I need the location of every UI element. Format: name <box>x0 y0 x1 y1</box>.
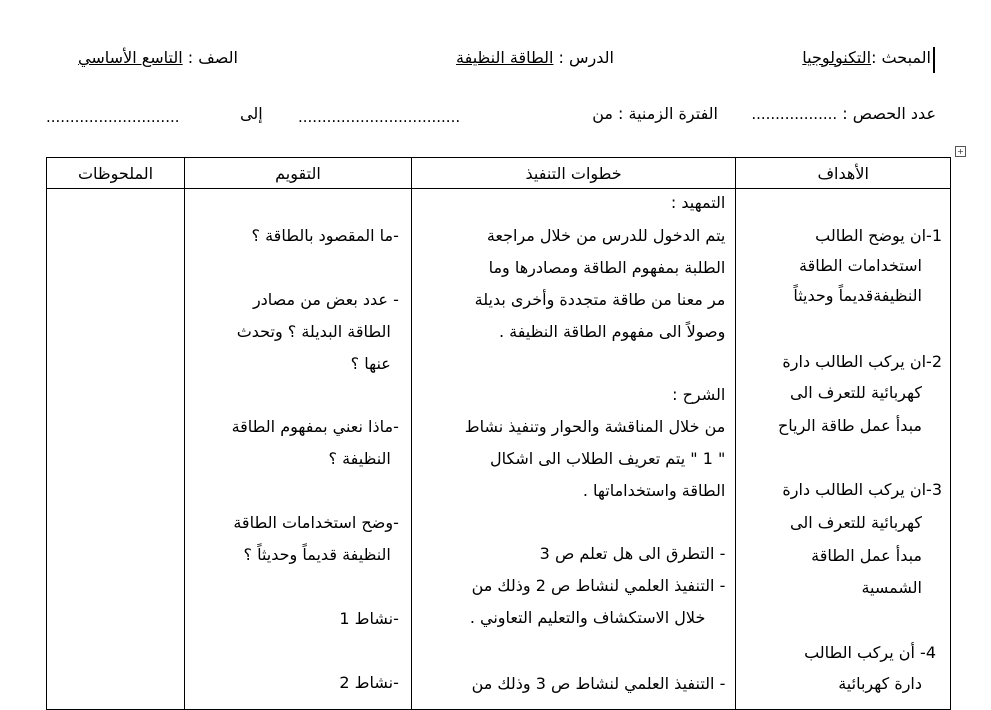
lesson-value: الطاقة النظيفة <box>456 48 554 67</box>
goal-line: 3-ان يركب الطالب دارة <box>782 480 942 499</box>
step-line: " 1 " يتم تعريف الطلاب الى اشكال <box>489 449 726 468</box>
step-line: - التطرق الى هل تعلم ص 3 <box>539 544 726 563</box>
timeframe-field <box>592 104 718 123</box>
step-line: - التنفيذ العلمي لنشاط ص 2 وذلك من <box>471 576 726 595</box>
header-goals: الأهداف <box>736 158 951 189</box>
header-evaluation: التقويم <box>185 158 412 189</box>
goal-line: مبدأ عمل الطاقة <box>811 546 922 565</box>
step-line: يتم الدخول للدرس من خلال مراجعة <box>486 226 726 245</box>
evaluation-line: -وضح استخدامات الطاقة <box>233 513 399 532</box>
to-label: إلى <box>240 104 263 123</box>
evaluation-line: عنها ؟ <box>350 354 391 373</box>
goal-line: الشمسية <box>861 578 922 597</box>
from-dots: .................................. <box>298 108 461 126</box>
subject-label: المبحث : <box>871 48 931 67</box>
header-steps: خطوات التنفيذ <box>411 158 736 189</box>
goals-cell <box>736 189 951 710</box>
header-notes: الملحوظات <box>47 158 185 189</box>
goal-line: دارة كهربائية <box>838 674 922 693</box>
periods-dots: .................. <box>751 105 838 123</box>
steps-cell <box>411 189 736 710</box>
table-body-row <box>47 189 951 710</box>
lesson-field <box>456 48 614 67</box>
evaluation-line: الطاقة البديلة ؟ وتحدث <box>236 322 391 341</box>
goal-line: مبدأ عمل طاقة الرياح <box>777 416 922 435</box>
grade-field <box>78 48 238 67</box>
evaluation-line: النظيفة قديماً وحديثاً ؟ <box>243 545 391 564</box>
lesson-label: الدرس : <box>558 48 614 67</box>
evaluation-line: -نشاط 2 <box>339 673 399 692</box>
periods-field <box>751 104 936 123</box>
text-cursor <box>933 47 935 73</box>
step-line: مر معنا من طاقة متجددة وأخرى بديلة <box>474 290 726 309</box>
evaluation-cell <box>185 189 412 710</box>
goal-line: 2-ان يركب الطالب دارة <box>782 352 942 371</box>
evaluation-line: -ما المقصود بالطاقة ؟ <box>251 226 399 245</box>
table-header-row <box>47 158 951 189</box>
evaluation-line: النظيفة ؟ <box>328 449 391 468</box>
goal-line: كهربائية للتعرف الى <box>790 383 922 402</box>
evaluation-line: - عدد بعض من مصادر <box>252 290 399 309</box>
grade-label: الصف : <box>187 48 238 67</box>
step-line: وصولاً الى مفهوم الطاقة النظيفة . <box>498 322 726 341</box>
step-line: الطلبة بمفهوم الطاقة ومصادرها وما <box>488 258 726 277</box>
step-line: من خلال المناقشة والحوار وتنفيذ نشاط <box>464 417 726 436</box>
goal-line: كهربائية للتعرف الى <box>790 513 922 532</box>
evaluation-line: -نشاط 1 <box>339 609 399 628</box>
lesson-plan-table <box>46 157 951 710</box>
goal-line: استخدامات الطاقة <box>799 256 922 275</box>
step-line: خلال الاستكشاف والتعليم التعاوني . <box>469 608 706 627</box>
step-line: التمهيد : <box>670 193 726 212</box>
goal-line: 4- أن يركب الطالب <box>804 643 936 662</box>
notes-cell <box>47 189 185 710</box>
goal-line: النظيفةقديماً وحديثاً <box>793 286 922 305</box>
periods-label: عدد الحصص : <box>842 104 936 123</box>
subject-field <box>802 48 931 67</box>
grade-value: التاسع الأساسي <box>78 48 183 67</box>
timeframe-label: الفترة الزمنية : من <box>592 104 718 123</box>
subject-value: التكنولوجيا <box>802 48 872 67</box>
goal-line: 1-ان يوضح الطالب <box>815 226 942 245</box>
step-line: - التنفيذ العلمي لنشاط ص 3 وذلك من <box>471 674 726 693</box>
step-line: الشرح : <box>672 385 726 404</box>
table-move-handle-icon[interactable]: + <box>955 146 966 157</box>
evaluation-line: -ماذا نعني بمفهوم الطاقة <box>231 417 399 436</box>
step-line: الطاقة واستخداماتها . <box>582 481 726 500</box>
to-dots: ............................ <box>46 108 180 126</box>
